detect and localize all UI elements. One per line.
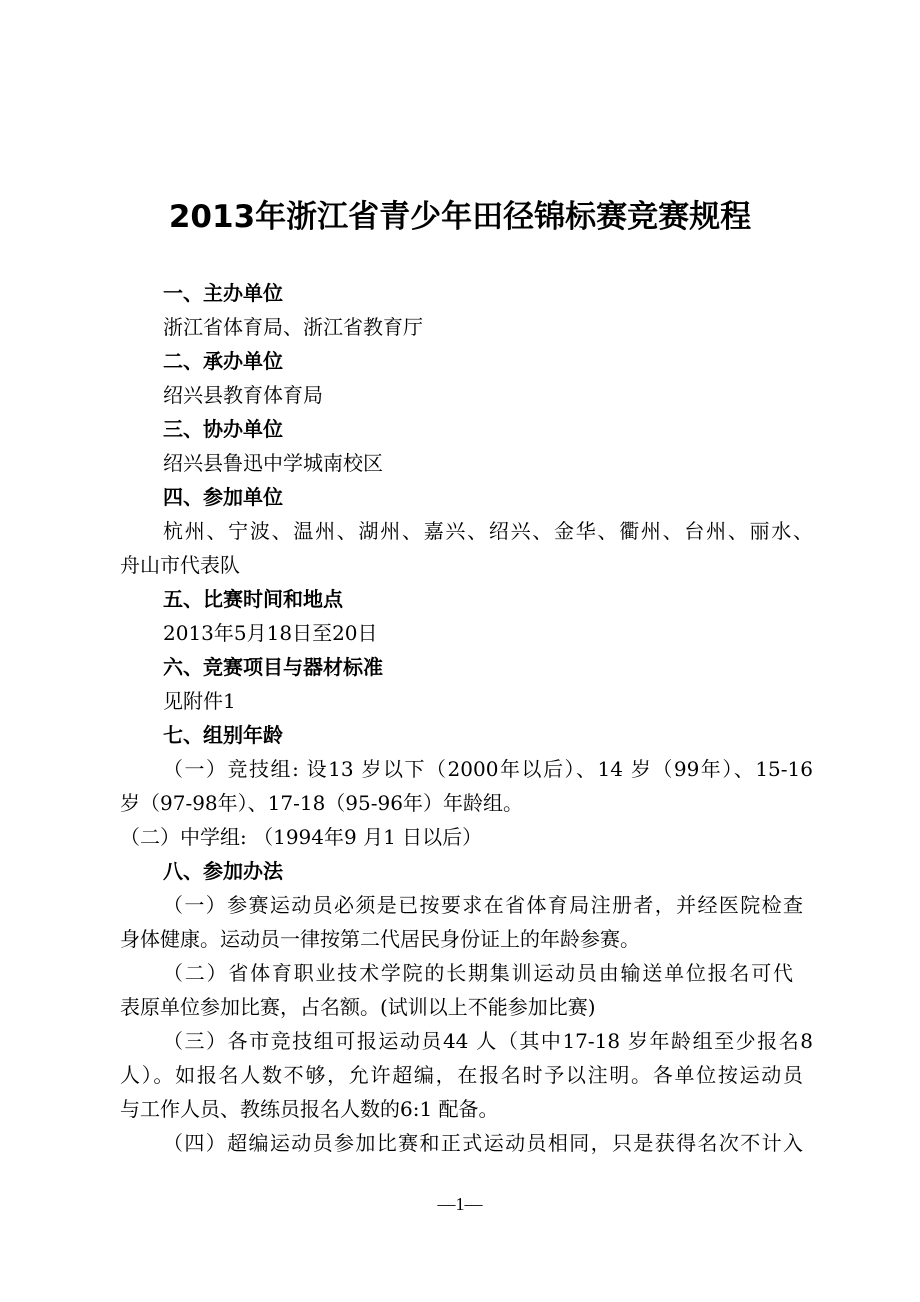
participants-text-cont: 舟山市代表队	[120, 553, 240, 577]
participation-item-3-cont2: 与工作人员、教练员报名人数的6:1 配备。	[120, 1097, 499, 1121]
age-group-competitive: （一）竞技组: 设13 岁以下（2000年以后）、14 岁（99年）、15-16	[163, 757, 813, 781]
participation-item-2: （二）省体育职业技术学院的长期集训运动员由输送单位报名可代	[163, 961, 793, 985]
heading-participants: 四、参加单位	[163, 485, 283, 509]
time-place-text: 2013年5月18日至20日	[163, 621, 378, 645]
host-text: 绍兴县教育体育局	[163, 383, 323, 407]
heading-events: 六、竞赛项目与器材标准	[163, 655, 383, 679]
participation-item-1-cont: 身体健康。运动员一律按第二代居民身份证上的年龄参赛。	[120, 927, 640, 951]
events-text: 见附件1	[163, 689, 236, 713]
age-group-middle-school: （二）中学组: （1994年9 月1 日以后）	[120, 825, 483, 849]
age-group-competitive-cont: 岁（97-98年）、17-18（95-96年）年龄组。	[120, 791, 523, 815]
participation-item-3-cont: 人）。如报名人数不够，允许超编，在报名时予以注明。各单位按运动员	[120, 1063, 803, 1087]
heading-organizer: 一、主办单位	[163, 281, 283, 305]
heading-age-groups: 七、组别年龄	[163, 723, 283, 747]
participants-text: 杭州、宁波、温州、湖州、嘉兴、绍兴、金华、衢州、台州、丽水、	[163, 519, 813, 543]
organizer-text: 浙江省体育局、浙江省教育厅	[163, 315, 423, 339]
participation-item-2-cont: 表原单位参加比赛，占名额。(试训以上不能参加比赛)	[120, 995, 596, 1019]
co-organizer-text: 绍兴县鲁迅中学城南校区	[163, 451, 383, 475]
heading-time-place: 五、比赛时间和地点	[163, 587, 343, 611]
heading-co-organizer: 三、协办单位	[163, 417, 283, 441]
heading-participation: 八、参加办法	[163, 859, 283, 883]
heading-host: 二、承办单位	[163, 349, 283, 373]
document-title: 2013年浙江省青少年田径锦标赛竞赛规程	[168, 199, 752, 235]
participation-item-3: （三）各市竞技组可报运动员44 人（其中17-18 岁年龄组至少报名8	[163, 1029, 813, 1053]
participation-item-4: （四）超编运动员参加比赛和正式运动员相同，只是获得名次不计入	[163, 1131, 803, 1155]
page-number: —1—	[437, 1194, 483, 1214]
participation-item-1: （一）参赛运动员必须是已按要求在省体育局注册者，并经医院检查	[163, 893, 803, 917]
